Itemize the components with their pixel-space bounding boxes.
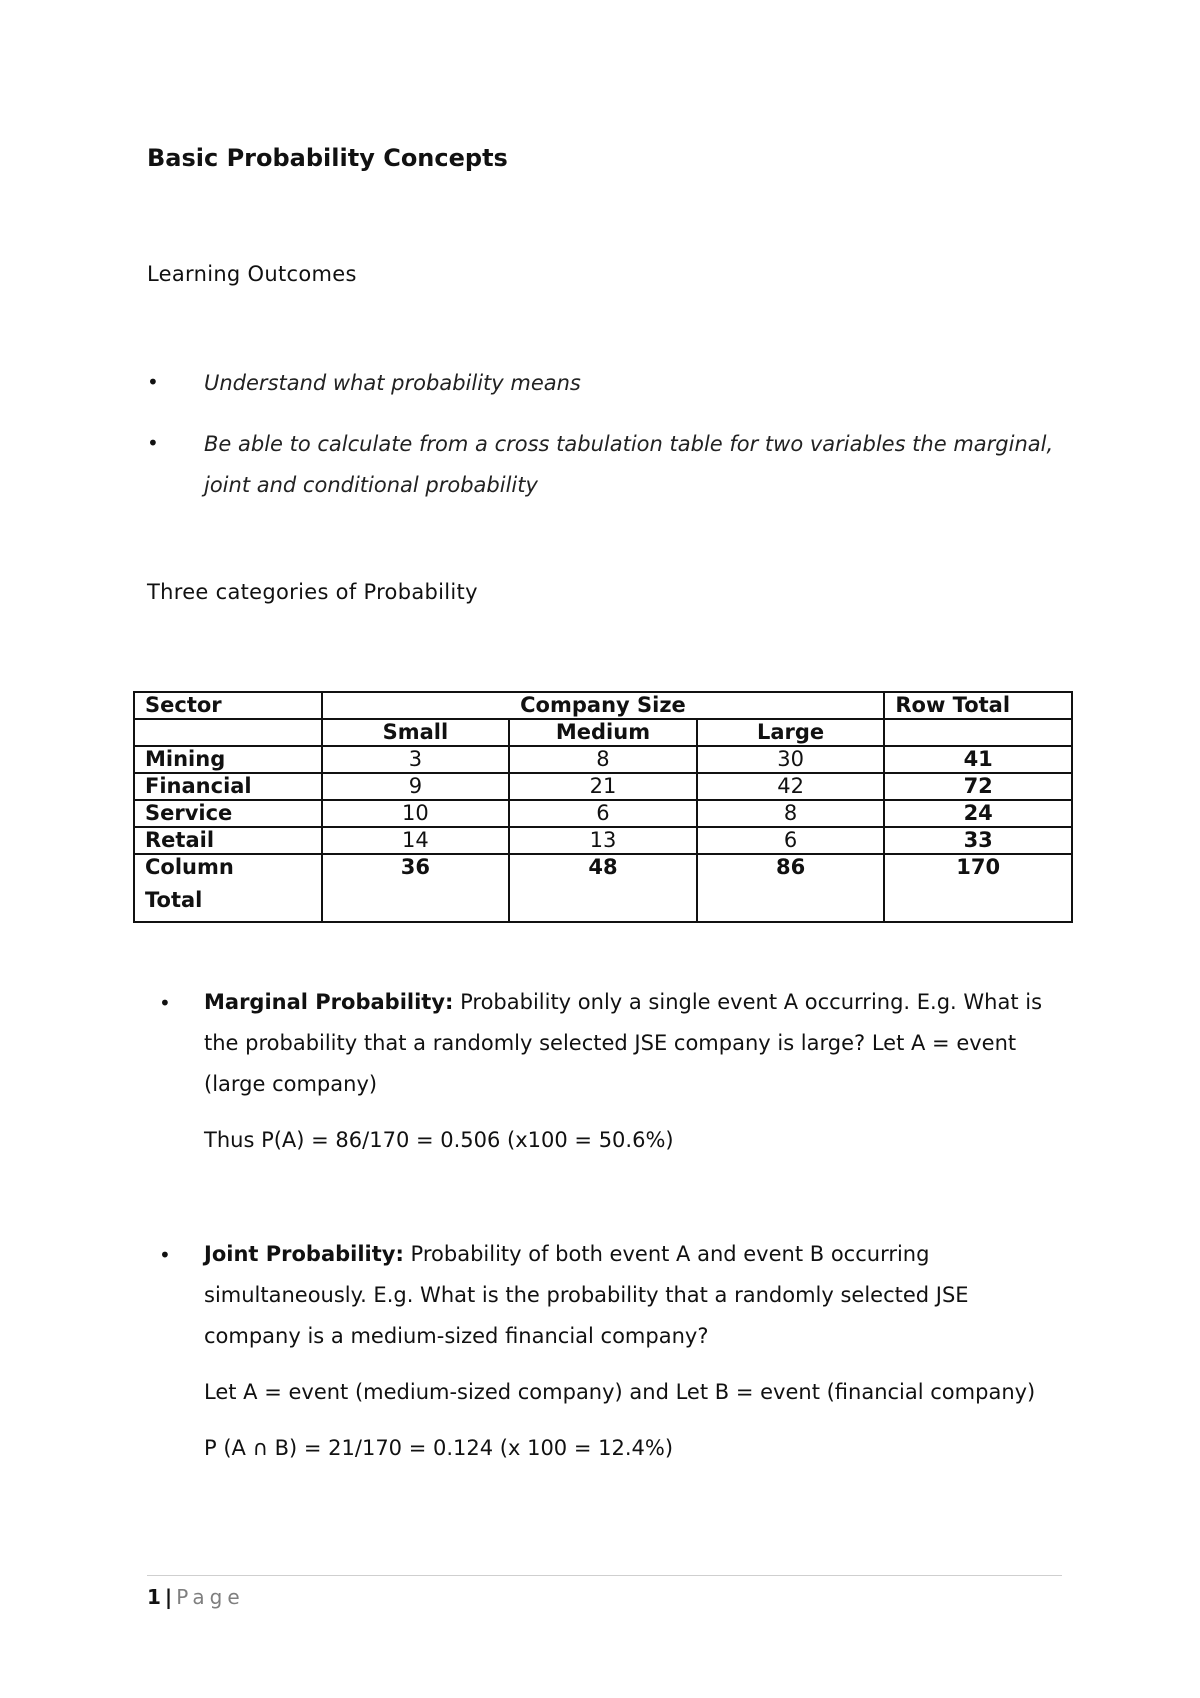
column-total-label	[134, 854, 322, 922]
page-title: Basic Probability Concepts	[147, 144, 508, 172]
footer-divider	[147, 1575, 1062, 1576]
table-row	[134, 827, 1072, 854]
bullet-icon: •	[159, 991, 171, 1015]
medium-cell: 21	[509, 773, 697, 800]
marginal-definition: Probability only a single event A occurring. E.g. What is the probability that a randomly selected JSE company is large? Let A = event (large company)	[204, 990, 1043, 1096]
joint-definition-paragraph	[204, 1234, 1064, 1357]
row-total-cell: 41	[884, 746, 1072, 773]
learning-outcome-text: Understand what probability means	[204, 371, 581, 395]
medium-cell: 13	[509, 827, 697, 854]
marginal-definition-paragraph	[204, 982, 1064, 1105]
medium-cell: 6	[509, 800, 697, 827]
medium-cell: 8	[509, 746, 697, 773]
marginal-formula: Thus P(A) = 86/170 = 0.506 (x100 = 50.6%)	[204, 1128, 674, 1152]
large-header: Large	[697, 719, 885, 746]
table-header-row	[134, 692, 1072, 719]
grand-total-cell: 170	[884, 854, 1072, 922]
table-subheader-row	[134, 719, 1072, 746]
row-total-cell: 24	[884, 800, 1072, 827]
joint-events: Let A = event (medium-sized company) and Let B = event (financial company)	[204, 1380, 1036, 1404]
learning-outcomes-heading: Learning Outcomes	[147, 262, 357, 286]
large-total-cell: 86	[697, 854, 885, 922]
table-row	[134, 773, 1072, 800]
sector-cell: Financial	[134, 773, 322, 800]
sector-cell: Mining	[134, 746, 322, 773]
bullet-icon: •	[159, 1243, 171, 1267]
medium-total-cell: 48	[509, 854, 697, 922]
bullet-icon: •	[147, 370, 159, 394]
column-total-label-line1: Column	[145, 855, 234, 879]
page-number: 1	[147, 1585, 161, 1609]
table-row	[134, 746, 1072, 773]
small-header: Small	[322, 719, 510, 746]
large-cell: 30	[697, 746, 885, 773]
small-cell: 10	[322, 800, 510, 827]
sector-cell: Retail	[134, 827, 322, 854]
large-cell: 42	[697, 773, 885, 800]
empty-cell	[884, 719, 1072, 746]
categories-heading: Three categories of Probability	[147, 580, 478, 604]
column-total-row	[134, 854, 1072, 922]
row-total-cell: 72	[884, 773, 1072, 800]
joint-definition: Probability of both event A and event B occurring simultaneously. E.g. What is the probability that a randomly selected JSE company is a medium-sized financial company?	[204, 1242, 969, 1348]
footer-separator: |	[164, 1585, 173, 1609]
medium-header: Medium	[509, 719, 697, 746]
sector-cell: Service	[134, 800, 322, 827]
small-cell: 14	[322, 827, 510, 854]
cross-tabulation-table	[133, 691, 1073, 923]
learning-outcome-text: Be able to calculate from a cross tabulation table for two variables the marginal, joint and conditional probability	[204, 432, 1054, 497]
table-row	[134, 800, 1072, 827]
small-total-cell: 36	[322, 854, 510, 922]
small-cell: 3	[322, 746, 510, 773]
large-cell: 8	[697, 800, 885, 827]
sector-header: Sector	[134, 692, 322, 719]
page-label: Page	[176, 1585, 245, 1609]
large-cell: 6	[697, 827, 885, 854]
column-total-label-line2: Total	[145, 888, 203, 912]
joint-probability-body	[204, 1234, 1064, 1469]
bullet-icon: •	[147, 431, 159, 455]
marginal-term: Marginal Probability:	[204, 990, 454, 1014]
joint-term: Joint Probability:	[204, 1242, 404, 1266]
marginal-probability-body	[204, 982, 1064, 1161]
company-size-header: Company Size	[322, 692, 885, 719]
page-footer	[147, 1585, 245, 1609]
row-total-cell: 33	[884, 827, 1072, 854]
row-total-header: Row Total	[884, 692, 1072, 719]
empty-cell	[134, 719, 322, 746]
joint-formula: P (A ∩ B) = 21/170 = 0.124 (x 100 = 12.4%)	[204, 1436, 674, 1460]
small-cell: 9	[322, 773, 510, 800]
